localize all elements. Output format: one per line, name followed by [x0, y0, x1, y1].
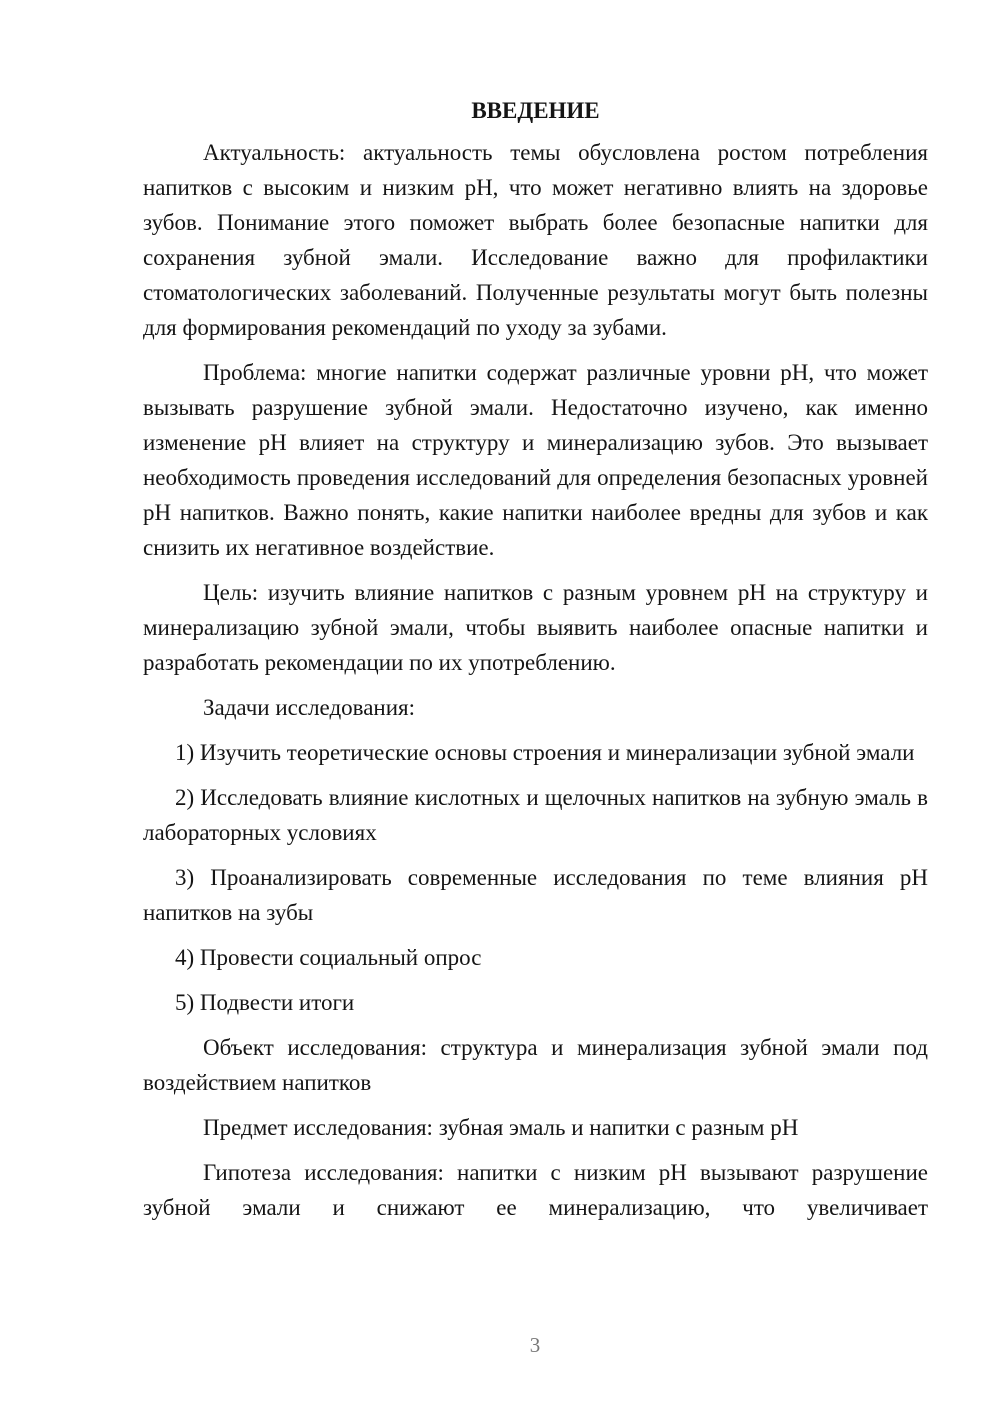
task-item-5: 5) Подвести итоги — [175, 990, 355, 1015]
task-item-4: 4) Провести социальный опрос — [175, 945, 482, 970]
task-item-3: 3) Проанализировать современные исследования по теме влияния pH напитков на зубы — [143, 865, 928, 925]
page-title: ВВЕДЕНИЕ — [471, 98, 600, 123]
task-item-2: 2) Исследовать влияние кислотных и щелочных напитков на зубную эмаль в лабораторных условиях — [143, 785, 928, 845]
task-item-1: 1) Изучить теоретические основы строения и минерализации зубной эмали — [175, 740, 915, 765]
paragraph-goal: Цель: изучить влияние напитков с разным уровнем pH на структуру и минерализацию зубной эмали, чтобы выявить наиболее опасные напитки и разработать рекомендации по их употреблению. — [143, 580, 928, 675]
paragraph-problem: Проблема: многие напитки содержат различные уровни pH, что может вызывать разрушение зубной эмали. Недостаточно изучено, как именно изменение pH влияет на структуру и минерализацию зубов. Это вызывает необходимость проведения исследований для определения безопасных уровней pH напитков. Важно понять, какие напитки наиболее вредны для зубов и как снизить их негативное воздействие. — [143, 360, 928, 560]
tasks-heading: Задачи исследования: — [203, 695, 416, 720]
paragraph-relevance: Актуальность: актуальность темы обусловлена ростом потребления напитков с высоким и низким pH, что может негативно влиять на здоровье зубов. Понимание этого поможет выбрать более безопасные напитки для сохранения зубной эмали. Исследование важно для профилактики стоматологических заболеваний. Полученные результаты могут быть полезны для формирования рекомендаций по уходу за зубами. — [143, 140, 928, 340]
paragraph-object: Объект исследования: структура и минерализация зубной эмали под воздействием напитков — [143, 1035, 928, 1095]
page-number: 3 — [529, 1333, 541, 1357]
paragraph-subject: Предмет исследования: зубная эмаль и напитки с разным pH — [203, 1115, 799, 1140]
paragraph-hypothesis: Гипотеза исследования: напитки с низким pH вызывают разрушение зубной эмали и снижают ее минерализацию, что увеличивает — [143, 1160, 928, 1220]
page-content — [143, 93, 928, 1235]
